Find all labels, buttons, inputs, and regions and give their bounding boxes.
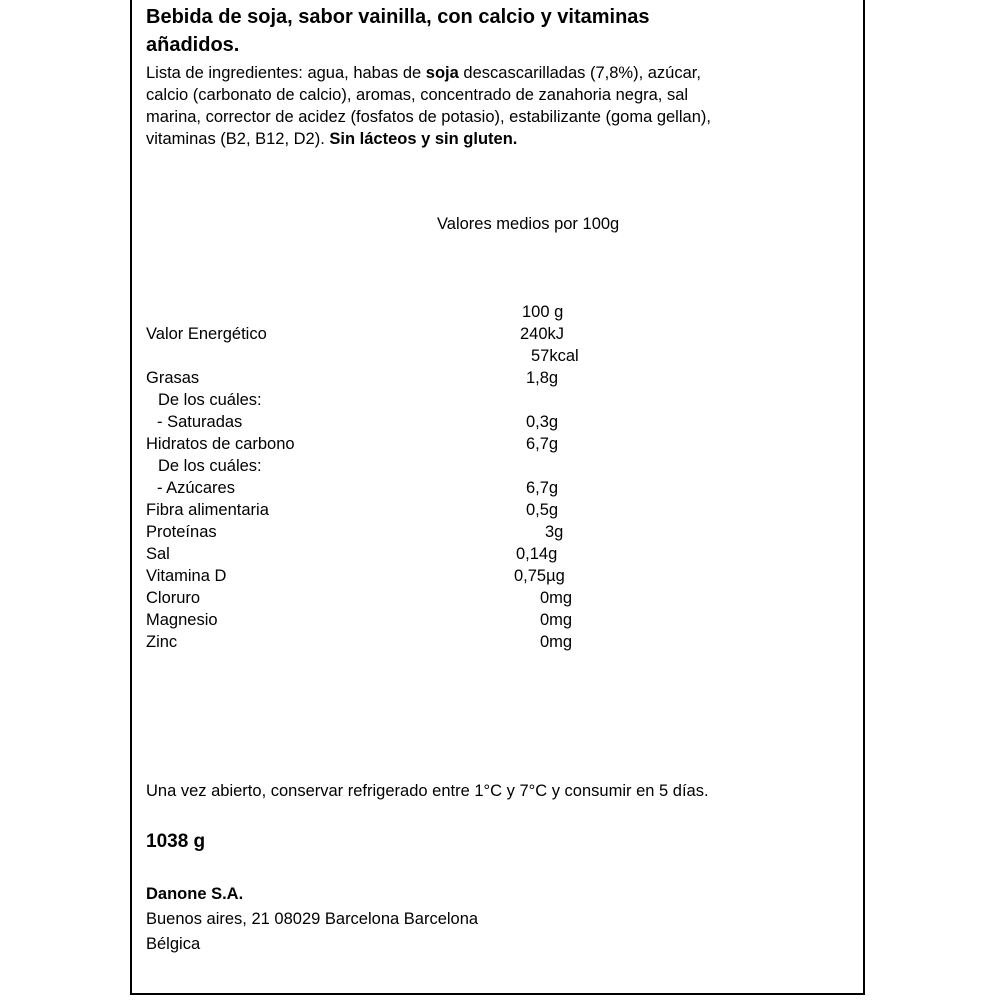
net-weight: 1038 g	[146, 831, 206, 852]
storage-instructions: Una vez abierto, conservar refrigerado entre 1°C y 7°C y consumir en 5 días.	[146, 782, 709, 800]
nutrition-label-fat: Grasas	[146, 369, 200, 387]
nutrition-label-zinc: Zinc	[146, 633, 178, 651]
nutrition-label-fibre: Fibra alimentaria	[146, 501, 269, 519]
nutrition-value-salt: 0,14g	[516, 545, 558, 563]
nutrition-label-protein: Proteínas	[146, 523, 217, 541]
nutrition-value-chloride: 0mg	[540, 589, 573, 607]
ingredients-line-2: calcio (carbonato de calcio), aromas, concentrado de zanahoria negra, sal	[146, 86, 689, 104]
ingredients-line-3: marina, corrector de acidez (fosfatos de potasio), estabilizante (goma gellan),	[146, 108, 711, 126]
nutrition-value-zinc: 0mg	[540, 633, 573, 651]
nutrition-label-carbs-of-which: De los cuáles:	[158, 457, 262, 475]
nutrition-value-carbohydrates: 6,7g	[526, 435, 559, 453]
company-country: Bélgica	[146, 935, 201, 953]
nutrition-value-magnesium: 0mg	[540, 611, 573, 629]
nutrition-value-energy-kcal: 57kcal	[531, 347, 579, 365]
nutrition-label-saturated: - Saturadas	[157, 413, 243, 431]
company-address: Buenos aires, 21 08029 Barcelona Barcelona	[146, 910, 479, 928]
product-title-line1: Bebida de soja, sabor vainilla, con calcio y vitaminas	[146, 6, 650, 28]
nutrition-column-header: 100 g	[522, 303, 564, 321]
nutrition-value-energy-kj: 240kJ	[520, 325, 565, 343]
nutrition-value-fibre: 0,5g	[526, 501, 559, 519]
nutrition-heading: Valores medios por 100g	[437, 215, 620, 233]
nutrition-value-vitamin-d: 0,75µg	[514, 567, 565, 585]
product-title-line2: añadidos.	[146, 34, 240, 56]
nutrition-value-sugars: 6,7g	[526, 479, 559, 497]
ingredients-text: descascarilladas (7,8%), azúcar,	[458, 64, 701, 82]
nutrition-label-energy: Valor Energético	[146, 325, 267, 343]
allergen-statement: Sin lácteos y sin gluten.	[329, 130, 518, 148]
nutrition-label-salt: Sal	[146, 545, 170, 563]
ingredients-line-1	[146, 62, 711, 84]
nutrition-label-vitamin-d: Vitamina D	[146, 567, 227, 585]
nutrition-label-magnesium: Magnesio	[146, 611, 218, 629]
ingredients-list	[146, 62, 711, 150]
nutrition-label-sugars: - Azúcares	[157, 479, 235, 497]
nutrition-label-chloride: Cloruro	[146, 589, 201, 607]
nutrition-value-saturated: 0,3g	[526, 413, 559, 431]
nutrition-value-fat: 1,8g	[526, 369, 559, 387]
nutrition-label-carbohydrates: Hidratos de carbono	[146, 435, 295, 453]
allergen-soja: soja	[425, 64, 459, 82]
ingredients-text: vitaminas (B2, B12, D2).	[146, 130, 330, 148]
product-title	[146, 3, 650, 59]
nutrition-value-protein: 3g	[545, 523, 564, 541]
company-name: Danone S.A.	[146, 885, 244, 903]
ingredients-line-4	[146, 128, 711, 150]
ingredients-text: Lista de ingredientes: agua, habas de	[146, 64, 426, 82]
nutrition-label-fat-of-which: De los cuáles:	[158, 391, 262, 409]
